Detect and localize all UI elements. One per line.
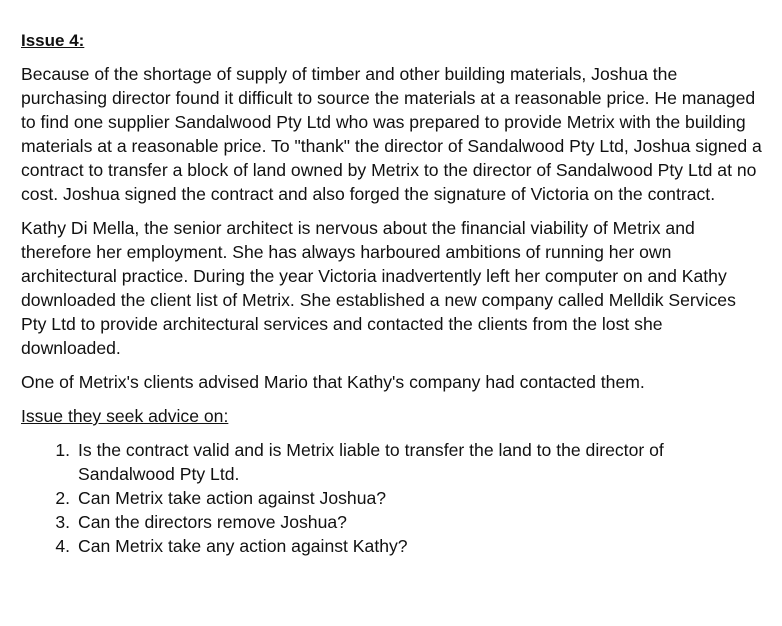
question-text: Can the directors remove Joshua?: [78, 512, 347, 532]
question-item: [21, 510, 762, 534]
advice-subheading: Issue they seek advice on:: [21, 406, 229, 426]
question-item: [21, 486, 762, 510]
question-text: Is the contract valid and is Metrix liable to transfer the land to the director of Sandalwood Pty Ltd.: [78, 440, 664, 484]
question-item: [21, 534, 762, 558]
paragraph-client-advice: One of Metrix's clients advised Mario that Kathy's company had contacted them.: [21, 372, 645, 392]
question-list: [21, 438, 762, 558]
paragraph-kathy-client-list: Kathy Di Mella, the senior architect is nervous about the financial viability of Metrix and therefore her employment. She has always harboured ambitions of running her own architectural practice. During the year Victoria inadvertently left her computer on and Kathy downloaded the client list of Metrix. She established a new company called Melldik Services Pty Ltd to provide architectural services and contacted the clients from the lost she downloaded.: [21, 218, 736, 358]
paragraph-joshua-contract: Because of the shortage of supply of timber and other building materials, Joshua the purchasing director found it difficult to source the materials at a reasonable price. He managed to find one supplier Sandalwood Pty Ltd who was prepared to provide Metrix with the building materials at a reasonable price. To "thank" the director of Sandalwood Pty Ltd, Joshua signed a contract to transfer a block of land owned by Metrix to the director of Sandalwood Pty Ltd at no cost. Joshua signed the contract and also forged the signature of Victoria on the contract.: [21, 64, 762, 204]
question-number: 2.: [55, 488, 70, 508]
question-number: 1.: [55, 440, 70, 460]
question-text: Can Metrix take any action against Kathy?: [78, 536, 408, 556]
question-item: [21, 438, 762, 486]
issue-heading: Issue 4:: [21, 31, 85, 50]
question-number: 3.: [55, 512, 70, 532]
question-text: Can Metrix take action against Joshua?: [78, 488, 387, 508]
question-number: 4.: [55, 536, 70, 556]
